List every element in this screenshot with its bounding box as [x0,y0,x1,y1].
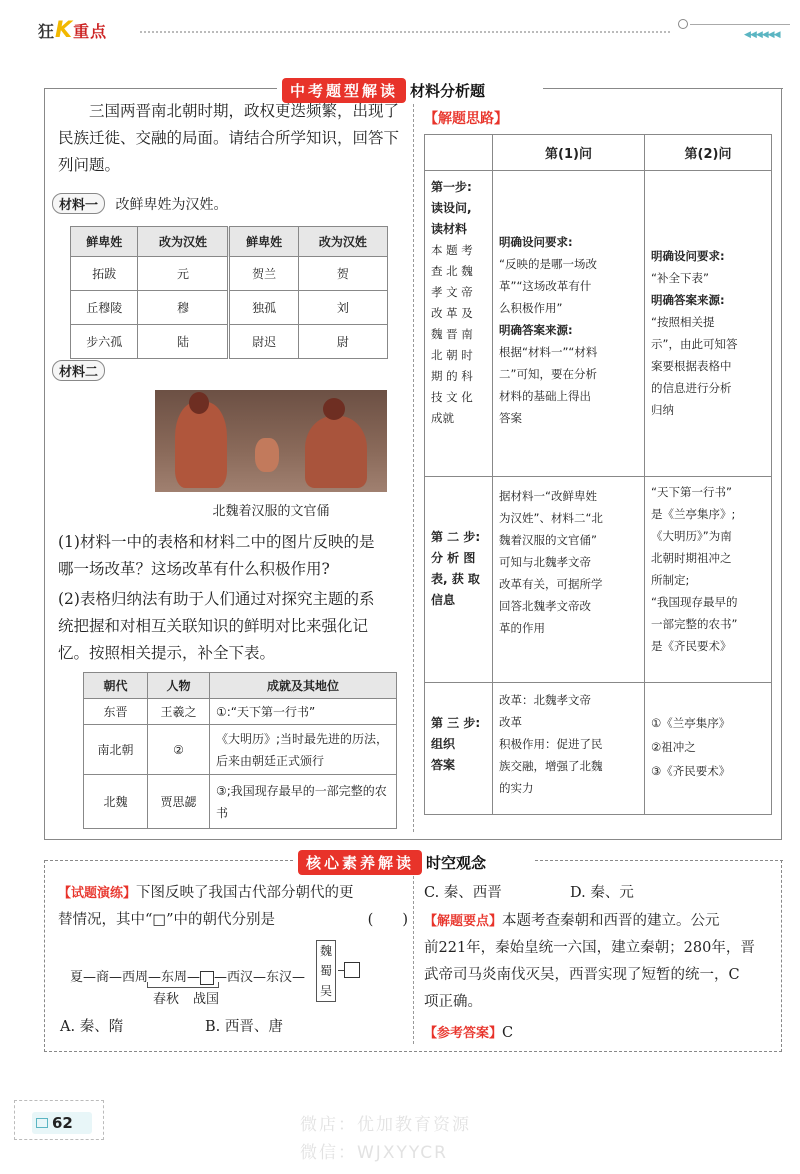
table-row: 拓跋 元 贺兰 贺 [71,257,388,291]
key-points: 【解题要点】本题考查秦朝和西晋的建立。公元 前221年，秦始皇统一六国，建立秦朝；280年，晋 武帝司马炎南伐灭吴，西晋实现了短暂的统一，C 项正确。 [424,913,755,1010]
answer-tag: 【参考答案】 [424,1026,503,1041]
answer-bracket: ( ) [367,912,408,928]
achievement-table: 朝代 人物 成就及其地位 东晋 王羲之 ①:“天下第一行书” 南北朝 ② 《大明历》;当时最先进的历法，后来由朝廷正式颁行 北魏 贾思勰 ③;我国现存最早的一部完整的农书 [83,672,397,829]
table-row: 步六孤 陆 尉迟 尉 [71,325,388,359]
header-arrows-icon: ◀◀◀◀◀◀ [744,30,780,40]
logo-text-b: 重点 [73,22,108,41]
column-divider [413,876,414,1044]
option-c: C. 秦、西晋 [424,885,502,901]
table-row: 丘穆陵 穆 独孤 刘 [71,291,388,325]
photo-caption: 北魏着汉服的文官俑 [212,504,330,519]
timeline-sub-a: 春秋 [153,992,180,1007]
option-a: A. 秦、隋 [60,1019,124,1035]
material1-text: 改鲜卑姓为汉姓。 [115,197,228,213]
blank-box-2 [344,962,360,978]
table-row: 第一步: 读设问, 读材料 本 题 考 查 北 魏 孝 文 帝 改 革 及 魏 晋 南 北 朝 时 期 的 科 技 文 化 成就 明确设问要求: “反映的是哪一场改 革”“这场改革有什 么积极作用” 明确答案来源: 根据“材料一”“材料 二”可知，要在分析 材料的基础上得出 答案 明确设问要求: “补全下表” 明确答案来源: “按照相关提 示”，由此可知答 案要根据表格中 的信息进行分析 归纳 [425,171,772,477]
thinking-tag: 【解题思路】 [424,111,508,127]
header-dotted-rule [140,31,670,33]
table-row: 第 二 步: 分 析 图 表, 获 取 信息 据材料一“改鲜卑姓 为汉姓”、材料二“北 魏着汉服的文官俑” 可知与北魏孝文帝 改革有关，可据所学 回答北魏孝文帝改 革的作用 “天下第一行书” 是《兰亭集序》; 《大明历》”为南 北朝时期祖冲之 所制定; “我国现存最早的 一部完整的农书” 是《齐民要术》 [425,477,772,683]
material2-tag: 材料二 [52,360,105,381]
intro-paragraph: 三国两晋南北朝时期，政权更迭频繁，出现了 民族迁徙、交融的局面。请结合所学知识，回答下 列问题。 [58,102,400,174]
material1-line [52,193,227,214]
practice-tag: 【试题演练】 [58,886,137,901]
column-divider [413,104,414,832]
three-kingdoms-box: 魏 蜀 吴 [316,940,336,1002]
logo-text-a: 狂 [38,22,56,41]
brand-logo [38,18,107,43]
header-rule [690,24,790,25]
banner-pill: 中考题型解读 [282,78,406,103]
timeline-sub-b: 战国 [193,992,220,1007]
practice-question: 【试题演练】下图反映了我国古代部分朝代的更 替情况，其中“□”中的朝代分别是 ( ) [58,880,408,934]
banner-subtitle: 材料分析题 [410,82,486,100]
section2-banner [298,850,486,875]
material1-tag: 材料一 [52,193,105,214]
question1: (1)材料一中的表格和材料二中的图片反映的是 哪一场改革？这场改革有什么积极作用? [58,533,375,578]
dynasty-timeline: 夏—商—西周—东周— —西汉—东汉— [70,970,306,985]
header-circle-icon [678,19,688,29]
banner-subtitle: 时空观念 [426,854,487,872]
table-row: 东晋 王羲之 ①:“天下第一行书” [84,699,397,725]
thinking-table: 第(1)问 第(2)问 第一步: 读设问, 读材料 本 题 考 查 北 魏 孝 文 帝 改 革 及 魏 晋 南 北 朝 时 期 的 科 技 文 化 成就 明确设问要求: “反映的是哪一场改 革”“这场改革有什 么积极作用” 明确答案来源: 根据“材料一”“材料 二”可知，要在分析 材料的基础上得出 答案 明确设问要求: “补全下表” 明确答案来源: “按照相关提 示”，由此可知答 案要根据表格中 的信息进行分析 归纳 第 二 步: 分 析 图 表, 获 取 信息 据材料一“改鲜卑姓 为汉姓”、材料二“北 魏着汉服的文官俑” 可知与北魏孝文帝 改革有关，可据所学 回答北魏孝文帝改 革的作用 “天下第一行书” 是《兰亭集序》; 《大明历》”为南 北朝时期祖冲之 所制定; “我国现存最早的 一部完整的农书” 是《齐民要术》 第 三 步: 组织 答案 改革：北魏孝文帝 改革 积极作用：促进了民 族交融，增强了北魏 的实力 ①《兰亭集序》 ②祖冲之 ③《齐民要术》 [424,134,772,815]
banner-pill: 核心素养解读 [298,850,422,875]
table-row: 第 三 步: 组织 答案 改革：北魏孝文帝 改革 积极作用：促进了民 族交融，增强了北魏 的实力 ①《兰亭集序》 ②祖冲之 ③《齐民要术》 [425,683,772,815]
material2-line [52,360,105,381]
timeline-bracket [147,982,219,988]
logo-k: K [55,18,74,43]
watermark-1: 微店：优加教育资源 [300,1115,471,1135]
watermark-2: 微信：WJXYYCR [300,1143,448,1163]
answer-value: C [502,1025,514,1041]
figurines-photo [155,390,387,492]
surname-table: 鲜卑姓 改为汉姓 鲜卑姓 改为汉姓 拓跋 元 贺兰 贺 丘穆陵 穆 独孤 刘 步六孤 陆 尉迟 尉 [70,226,388,359]
page-number: 62 [52,1114,73,1132]
key-tag: 【解题要点】 [424,914,503,929]
table-row: 北魏 贾思勰 ③;我国现存最早的一部完整的农书 [84,775,397,829]
book-icon [36,1118,48,1128]
reference-answer [424,1020,513,1047]
option-d: D. 秦、元 [570,885,634,901]
question2: (2)表格归纳法有助于人们通过对探究主题的系 统把握和对相互关联知识的鲜明对比来强化记 忆。按照相关提示，补全下表。 [58,590,375,662]
table-row: 南北朝 ② 《大明历》;当时最先进的历法，后来由朝廷正式颁行 [84,725,397,775]
option-b: B. 西晋、唐 [205,1019,283,1035]
page-number-badge [32,1112,92,1134]
